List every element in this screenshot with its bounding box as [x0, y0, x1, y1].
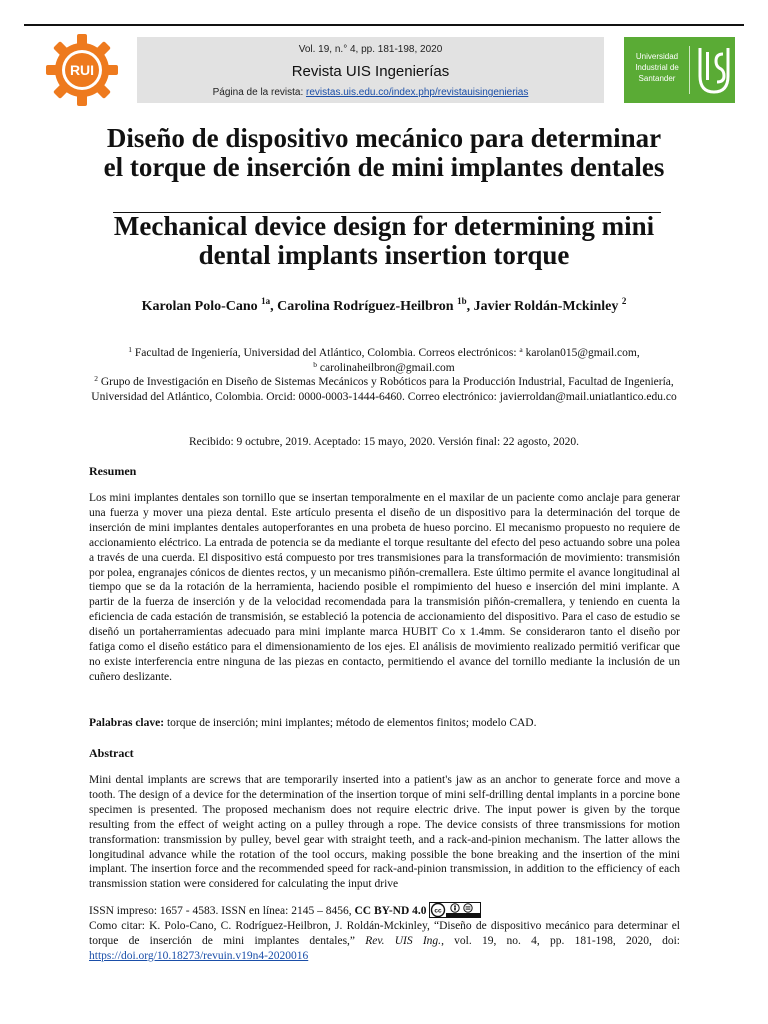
citation-suffix: , vol. 19, no. 4, pp. 181-198, 2020, doi:	[441, 935, 681, 947]
author-affiliation-sup: 1b	[457, 296, 467, 306]
received-dates: Recibido: 9 octubre, 2019. Aceptado: 15 mayo, 2020. Versión final: 22 agosto, 2020.	[188, 436, 580, 448]
uis-logo-divider	[689, 46, 690, 94]
license-label: CC BY-ND 4.0	[354, 905, 427, 917]
title-spanish: Diseño de dispositivo mecánico para determinar el torque de inserción de mini implantes dentales	[103, 123, 665, 182]
journal-name: Revista UIS Ingenierías	[291, 63, 450, 80]
email-b-sup: b	[313, 360, 318, 369]
uis-logo-text: Universidad Industrial de Santander	[635, 52, 679, 83]
issn-line	[89, 902, 680, 919]
rui-logo-text: RUI	[69, 62, 95, 78]
resumen-text: Los mini implantes dentales son tornillo que se insertan temporalmente en el maxilar de un paciente como anclaje para generar una fuerza y mover una pieza dental. Este artículo presenta el diseño de un dispositivo para la determinación del torque de inserción de mini implantes dentales autoperforantes en una probeta de hueso porcino. El mecanismo propuesto no requiere de accionamiento eléctrico. La entrada de potencia se da mediante el torque resultante del efecto del peso actuando sobre una polea a través de una cuerda. El dispositivo está compuesto por tres transmisiones para la transformación de movimiento: transmisión por polea, engranajes cónicos de dientes rectos, y un mecanismo piñón-cremallera. Este último permite el avance longitudinal al tiempo que se da la rotación de la herramienta, haciendo posible el rompimiento del hueso e inserción del mini implante. A partir de la fuerza de inserción y de la velocidad recomendada para la transmisión piñón-cremallera, y teniendo en cuenta la eficiencia de cada estación de transmisión, se estableció la potencia de accionamiento del dispositivo. Para el caso de estudio se diseñó un portaherramientas adecuado para mini implante marca HUBIT Co x 1.4mm. Se consideraron tanto el diseño por fatiga como el diseño estático para el dimensionamiento de los ejes. El análisis de movimiento realizado permitió verificar que no existe interferencia entre ninguna de las piezas en contacto, permitiendo el avance del tornillo mediante la inclusión de un cuñero deslizante.	[89, 492, 680, 683]
keywords-label: Palabras clave:	[89, 717, 165, 729]
citation	[89, 919, 680, 964]
author-affiliation-sup: 1a	[261, 296, 271, 306]
affiliation-1-text: Facultad de Ingeniería, Universidad del Atlántico, Colombia. Correos electrónicos:	[132, 347, 520, 359]
footer	[89, 902, 680, 964]
journal-page-link[interactable]: revistas.uis.edu.co/index.php/revistauisingenierias	[306, 87, 529, 98]
author-name: Carolina Rodríguez-Heilbron	[277, 299, 458, 314]
affiliation-2-text: Grupo de Investigación en Diseño de Sistemas Mecánicos y Robóticos para la Producción Industrial, Facultad de Ingeniería, Universidad del Atlántico, Colombia. Orcid: 0000-0003-1444-6460. Correo electrónico: javierroldan@mail.uniatlantico.edu.co	[91, 376, 677, 403]
journal-page-label: Página de la revista:	[212, 87, 307, 98]
author-separator: ,	[270, 299, 278, 314]
email-a-sup: a	[519, 345, 523, 354]
title-english: Mechanical device design for determining mini dental implants insertion torque	[113, 211, 655, 270]
author-name: Karolan Polo-Cano	[141, 299, 262, 314]
citation-journal: Rev. UIS Ing.	[365, 935, 442, 947]
volume-line: Vol. 19, n.° 4, pp. 181-198, 2020	[298, 44, 443, 55]
keywords-text: torque de inserción; mini implantes; método de elementos finitos; modelo CAD.	[164, 717, 537, 729]
abstract-text: Mini dental implants are screws that are temporarily inserted into a patient's jaw as an anchor to generate force and move a tooth. The design of a device for the determination of the insertion torque of mini self-drilling dental implants in a porcine bone specimen is presented. The proposed mechanism does not require electric drive. The input power is given by the torque resulting from the effect of weight acting on a pulley through a rope. The device consists of three transmissions for motion transformation: transmission by pulley, bevel gear with straight teeth, and a rack-and-pinion mechanism. The latter allows the longitudinal advance while the rotation of the tool occurs, making possible the bone breaking and the insertion of the mini implant. The insertion force and the recommended speed for rack-and-pinion transmission, in addition to the efficiency of each transmission station were considered for calculating the input drive	[89, 774, 680, 891]
keywords	[89, 716, 680, 731]
email-b: carolinaheilbron@gmail.com	[317, 362, 455, 374]
author-list	[40, 298, 728, 316]
uis-logo	[624, 37, 735, 103]
email-a: karolan015@gmail.com,	[522, 347, 640, 359]
svg-text:cc: cc	[433, 907, 442, 915]
abstract-heading: Abstract	[89, 746, 134, 760]
resumen-heading: Resumen	[89, 464, 137, 478]
affiliation-2-sup: 2	[94, 374, 98, 383]
rui-logo	[44, 32, 120, 108]
uis-emblem-icon	[697, 46, 731, 94]
citation-prefix: Como citar: K. Polo-Cano, C. Rodríguez-Heilbron, J. Roldán-Mckinley, “Diseño de dispositivo mecánico para determinar el torque de inserción de mini implantes dentales,”	[89, 920, 680, 947]
affiliation-1-sup: 1	[128, 345, 133, 354]
affiliation-2	[90, 375, 678, 405]
journal-header	[137, 37, 604, 103]
top-rule	[24, 24, 744, 26]
journal-page-line	[137, 87, 604, 98]
author-name: Javier Roldán-Mckinley	[473, 299, 622, 314]
author-affiliation-sup: 2	[621, 296, 627, 306]
affiliation-1	[90, 346, 678, 376]
cc-by-nd-icon[interactable]	[429, 902, 481, 918]
doi-link[interactable]: https://doi.org/10.18273/revuin.v19n4-2020016	[89, 950, 309, 962]
issn-text: ISSN impreso: 1657 - 4583. ISSN en línea: 2145 – 8456,	[89, 905, 355, 917]
author-separator: ,	[466, 299, 474, 314]
